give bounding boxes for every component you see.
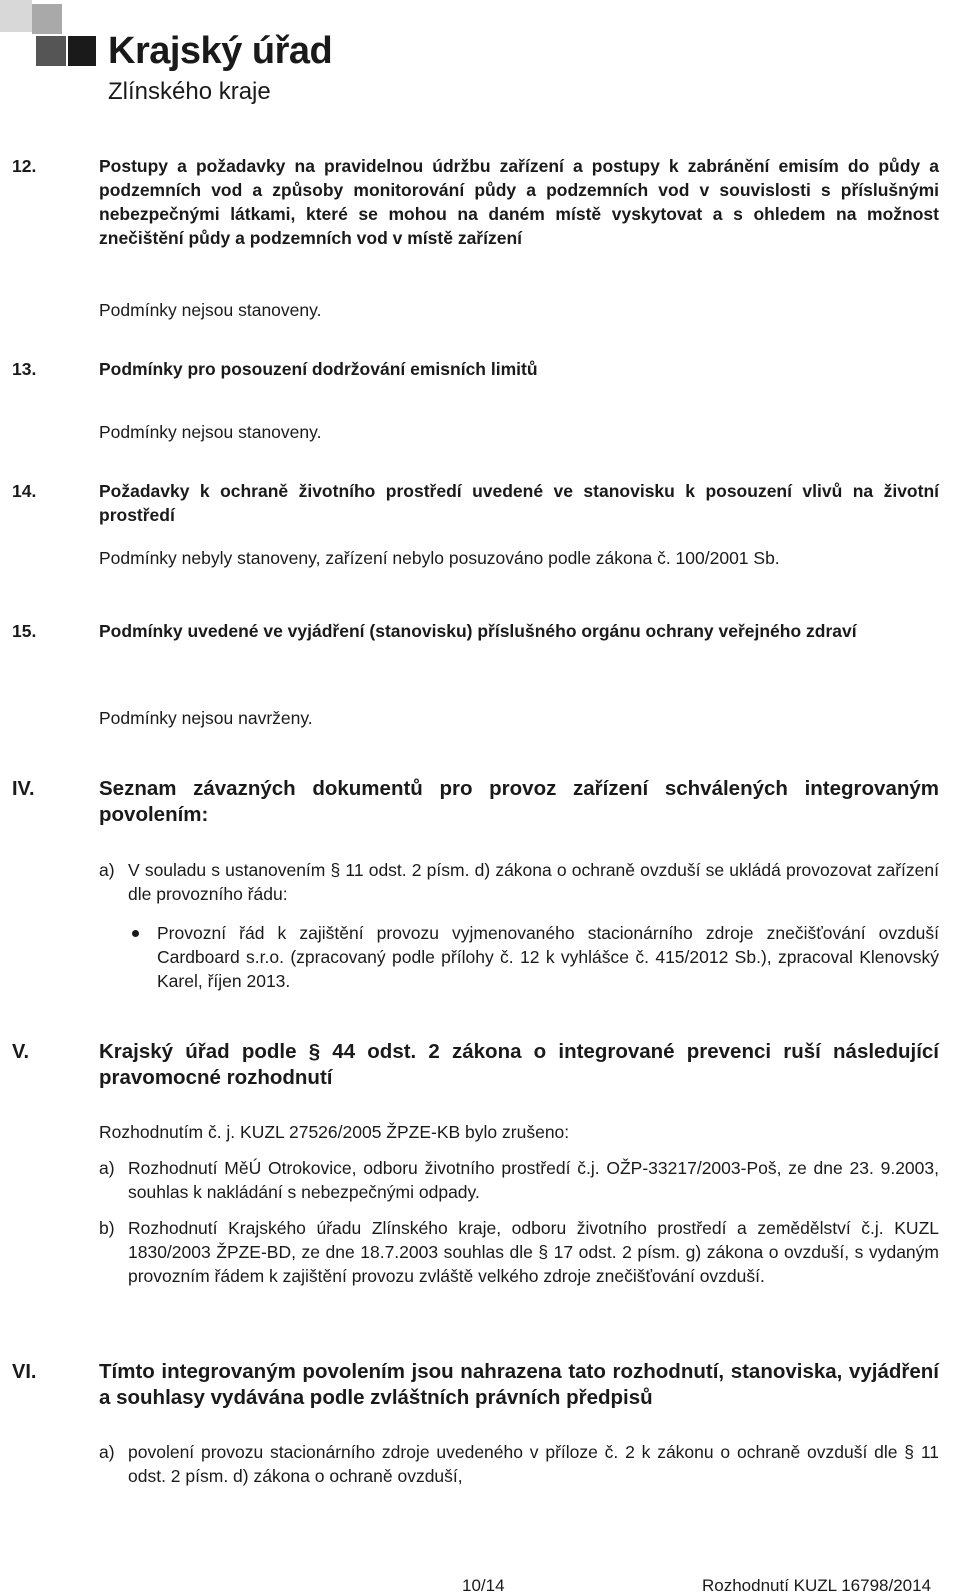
list-item — [99, 1216, 939, 1288]
section-text: Podmínky nejsou navrženy. — [99, 708, 313, 728]
list-text: Rozhodnutí MěÚ Otrokovice, odboru životního prostředí č.j. OŽP-33217/2003-Poš, ze dne 23. 9.2003, souhlas k nakládání s nebezpečnými odpady. — [128, 1158, 939, 1202]
logo-subtitle: Zlínského kraje — [108, 78, 271, 105]
logo-square — [68, 36, 96, 66]
bullet-item — [128, 921, 939, 993]
logo-square — [32, 4, 62, 34]
section-number: 12. — [12, 156, 37, 176]
section-number: VI. — [12, 1361, 37, 1383]
logo — [0, 0, 333, 110]
list-item — [99, 1156, 939, 1204]
list-label: a) — [99, 1442, 115, 1462]
bullet-icon — [132, 930, 139, 937]
document-reference: Rozhodnutí KUZL 16798/2014 — [702, 1576, 932, 1595]
section-number: IV. — [12, 778, 35, 800]
section-number: 13. — [12, 359, 37, 379]
section-text: Podmínky nejsou stanoveny. — [99, 300, 322, 320]
list-text: Rozhodnutí Krajského úřadu Zlínského kraje, odboru životního prostředí a zemědělství č.j. KUZL 1830/2003 ŽPZE-BD, ze dne 18.7.2003 souhlas dle § 17 odst. 2 písm. g) zákona o ovzduší, s vydaným provozním řádem k zajištění provozu zvláště velkého zdroje znečišťování ovzduší. — [128, 1218, 939, 1286]
section-heading: Tímto integrovaným povolením jsou nahrazena tato rozhodnutí, stanoviska, vyjádření a souhlasy vydávána podle zvláštních právních předpisů — [99, 1360, 939, 1409]
list-label: a) — [99, 1158, 115, 1178]
section-text: Podmínky nejsou stanoveny. — [99, 422, 322, 442]
section-heading: Podmínky pro posouzení dodržování emisních limitů — [99, 359, 538, 379]
list-item — [99, 1440, 939, 1488]
list-item — [99, 858, 939, 906]
logo-square — [0, 0, 32, 32]
section-heading: Postupy a požadavky na pravidelnou údržbu zařízení a postupy k zabránění emisím do půdy a podzemních vod a způsoby monitorování půdy a podzemních vod v souvislosti s příslušnými nebezpečnými látkami, které se mohou na daném místě vyskytovat a s ohledem na možnost znečištění půdy a podzemních vod v místě zařízení — [99, 156, 939, 248]
logo-title: Krajský úřad — [108, 30, 333, 72]
section-text: Podmínky nebyly stanoveny, zařízení nebylo posuzováno podle zákona č. 100/2001 Sb. — [99, 548, 780, 568]
section-text: Rozhodnutím č. j. KUZL 27526/2005 ŽPZE-KB bylo zrušeno: — [99, 1122, 570, 1142]
list-text: V souladu s ustanovením § 11 odst. 2 písm. d) zákona o ochraně ovzduší se ukládá provozovat zařízení dle provozního řádu: — [128, 860, 939, 904]
section-heading: Podmínky uvedené ve vyjádření (stanovisku) příslušného orgánu ochrany veřejného zdraví — [99, 621, 857, 641]
page-number: 10/14 — [462, 1576, 505, 1595]
section-heading: Krajský úřad podle § 44 odst. 2 zákona o integrované prevenci ruší následující pravomocné rozhodnutí — [99, 1040, 939, 1089]
section-number: V. — [12, 1041, 30, 1063]
logo-square — [36, 36, 66, 66]
section-heading: Požadavky k ochraně životního prostředí uvedené ve stanovisku k posouzení vlivů na životní prostředí — [99, 481, 939, 525]
list-label: a) — [99, 860, 115, 880]
section-number: 14. — [12, 481, 37, 501]
list-text: povolení provozu stacionárního zdroje uvedeného v příloze č. 2 k zákonu o ochraně ovzduší dle § 11 odst. 2 písm. d) zákona o ochraně ovzduší, — [128, 1442, 939, 1486]
section-number: 15. — [12, 621, 37, 641]
section-heading: Seznam závazných dokumentů pro provoz zařízení schválených integrovaným povolením: — [99, 777, 939, 826]
list-label: b) — [99, 1218, 115, 1238]
bullet-text: Provozní řád k zajištění provozu vyjmenovaného stacionárního zdroje znečišťování ovzduší Cardboard s.r.o. (zpracovaný podle přílohy č. 12 k vyhlášce č. 415/2012 Sb.), zpracoval Klenovský Karel, říjen 2013. — [157, 923, 939, 991]
